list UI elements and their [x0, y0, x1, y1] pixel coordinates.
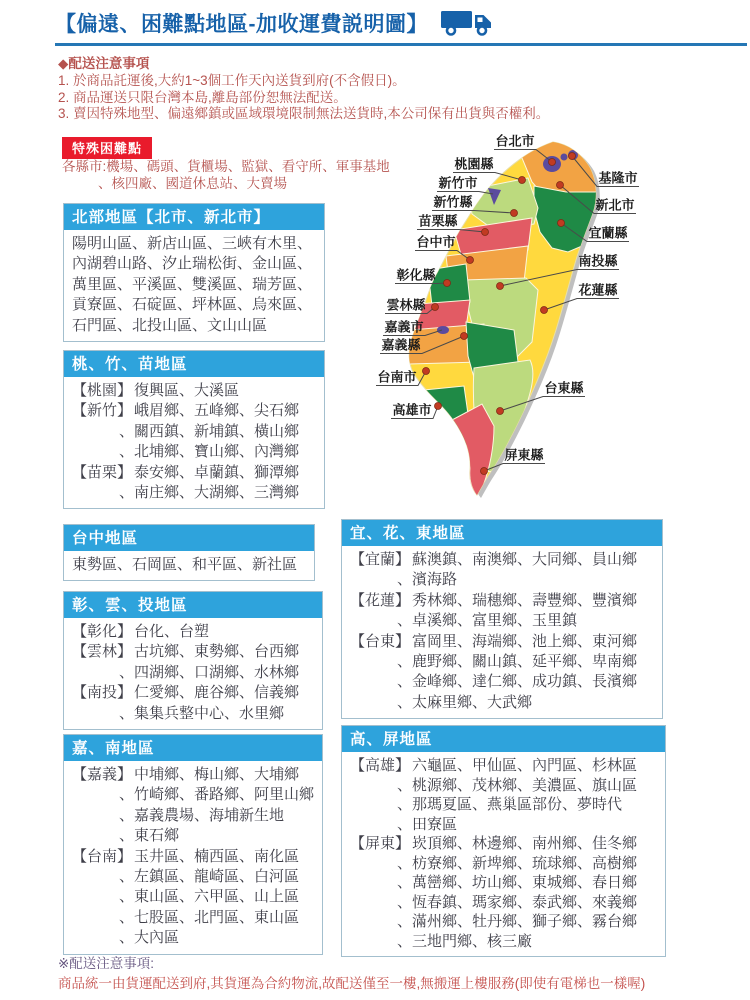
- map-marker-dot: [444, 280, 451, 287]
- region-box-taichung: [63, 524, 315, 581]
- taiwan-map: [368, 128, 745, 515]
- region-box-gaoping: [341, 725, 666, 957]
- region-line: 、田寮區: [397, 815, 458, 833]
- region-line: 、那瑪夏區、燕巢區部份、夢時代: [397, 796, 623, 813]
- map-label: 宜蘭縣: [588, 225, 628, 241]
- region-line: 、左鎮區、龍崎區、白河區: [119, 867, 300, 885]
- county-prefix: 【新竹】: [72, 402, 133, 420]
- county-entry: [350, 632, 654, 714]
- county-towns: [119, 765, 315, 847]
- county-towns: [397, 591, 654, 632]
- map-label: 嘉義縣: [381, 337, 421, 353]
- delivery-note-item: 2. 商品運送只限台灣本島,離島部份恕無法配送。: [58, 89, 347, 105]
- map-leader-line: [395, 283, 447, 284]
- region-line: 仁愛鄉、鹿谷鄉、信義鄉: [134, 684, 300, 702]
- footer-heading: ※配送注意事項:: [58, 956, 155, 971]
- map-marker-dot: [423, 368, 430, 375]
- region-line: 、竹崎鄉、番路鄉、阿里山鄉: [119, 786, 315, 804]
- delivery-note-item: 1. 於商品託運後,大約1~3個工作天內送貨到府(不含假日)。: [58, 72, 406, 88]
- map-marker-dot: [569, 153, 576, 160]
- region-box-header: 桃、竹、苗地區: [64, 351, 324, 377]
- county-prefix: 【南投】: [72, 684, 133, 702]
- map-marker-dot: [461, 333, 468, 340]
- region-line: 、東石鄉: [119, 827, 180, 845]
- region-line: 泰安鄉、卓蘭鎮、獅潭鄉: [134, 463, 300, 481]
- map-label: 台東縣: [544, 380, 584, 396]
- county-prefix: 【嘉義】: [72, 766, 133, 783]
- county-towns: [134, 381, 316, 401]
- map-label: 台中市: [416, 234, 456, 250]
- region-line: 蘇澳鎮、南澳鄉、大同鄉、員山鄉: [412, 551, 638, 568]
- region-box-header: 台中地區: [64, 525, 314, 551]
- region-line: 古坑鄉、東勢鄉、台西鄉: [134, 643, 300, 661]
- map-label: 基隆市: [598, 170, 638, 186]
- region-line: 、東山區、六甲區、山上區: [119, 888, 300, 906]
- county-towns: [134, 622, 314, 642]
- region-line: 、濱海路: [397, 571, 458, 589]
- map-marker-dot: [481, 468, 488, 475]
- map-marker-dot: [497, 408, 504, 415]
- delivery-notes: [58, 56, 549, 123]
- county-prefix: 【屏東】: [350, 835, 411, 852]
- map-marker-dot: [435, 403, 442, 410]
- map-label: 台北市: [495, 133, 535, 149]
- region-line: 、萬巒鄉、坊山鄉、東城鄉、春日鄉: [397, 874, 638, 891]
- region-line: 、四湖鄉、口湖鄉、水林鄉: [119, 663, 300, 681]
- region-line: 中埔鄉、梅山鄉、大埔鄉: [134, 766, 300, 783]
- region-box-header: 嘉、南地區: [64, 735, 322, 761]
- map-marker-dot: [497, 283, 504, 290]
- truck-icon: [440, 8, 498, 38]
- delivery-notes-heading: ◆配送注意事項: [58, 56, 150, 71]
- county-prefix: 【高雄】: [350, 757, 411, 774]
- county-prefix: 【台東】: [350, 632, 411, 650]
- region-box-body: [64, 618, 322, 729]
- county-entry: [72, 847, 314, 949]
- map-marker-dot: [557, 182, 564, 189]
- map-marker-dot: [519, 177, 526, 184]
- region-line: 秀林鄉、瑞穗鄉、壽豐鄉、豐濱鄉: [412, 591, 638, 609]
- map-marker-dot: [467, 257, 474, 264]
- region-line: 、恆春鎮、瑪家鄉、泰武鄉、來義鄉: [397, 893, 638, 911]
- county-entry: [350, 550, 654, 591]
- region-line: 、金峰鄉、達仁鄉、成功鎮、長濱鄉: [397, 673, 638, 691]
- county-prefix: 【雲林】: [72, 643, 133, 661]
- county-towns: [397, 834, 657, 951]
- region-line: 貢寮區、石碇區、坪林區、烏來區、: [72, 296, 313, 314]
- city-taipei-blob: [561, 154, 568, 161]
- county-prefix: 【彰化】: [72, 623, 133, 640]
- map-marker-dot: [541, 307, 548, 314]
- region-line: 、北埔鄉、寶山鄉、內灣鄉: [119, 443, 300, 461]
- county-towns: [397, 756, 657, 834]
- county-entry: [350, 756, 657, 834]
- region-line: 復興區、大溪區: [134, 382, 240, 399]
- region-line: 、集集兵整中心、水里鄉: [119, 704, 285, 722]
- region-box-header: 北部地區【北市、新北市】: [64, 204, 324, 230]
- region-box-north: [63, 203, 325, 342]
- county-entry: [72, 622, 314, 642]
- county-entry: [72, 642, 314, 683]
- county-towns: [119, 463, 316, 504]
- footer-text: 商品統一由貨運配送到府,其貨運為合約物流,故配送僅至一樓,無搬運上樓服務(即使有電梯也一樣喔): [58, 976, 646, 991]
- region-line: 、枋寮鄉、新埤鄉、琉球鄉、高樹鄉: [397, 854, 638, 872]
- county-towns: [119, 683, 314, 724]
- region-line: 陽明山區、新店山區、三峽有木里、: [72, 235, 313, 252]
- region-line: 玉井區、楠西區、南化區: [134, 847, 300, 865]
- map-label: 南投縣: [578, 253, 618, 269]
- county-towns: [119, 642, 314, 683]
- region-box-body: [342, 752, 665, 956]
- county-entry: [72, 683, 314, 724]
- map-label: 高雄市: [392, 402, 432, 418]
- region-box-jianan: [63, 734, 323, 955]
- map-marker-dot: [549, 159, 556, 166]
- region-box-body: [64, 551, 314, 580]
- map-label: 新竹縣: [433, 194, 473, 210]
- region-line: 崁頂鄉、林邊鄉、南州鄉、佳冬鄉: [412, 835, 638, 852]
- region-line: 、鹿野鄉、關山鎮、延平鄉、卑南鄉: [397, 652, 638, 670]
- special-points-lines: [62, 158, 390, 192]
- region-line: 、桃源鄉、茂林鄉、美濃區、旗山區: [397, 776, 638, 794]
- county-towns: [397, 550, 654, 591]
- region-line: 、太麻里鄉、大武鄉: [397, 693, 533, 711]
- special-points-line: 、核四廠、國道休息站、大賣場: [98, 176, 287, 191]
- region-line: 富岡里、海端鄉、池上鄉、東河鄉: [412, 632, 638, 650]
- region-line: 台化、台塑: [134, 623, 210, 640]
- region-box-body: [64, 230, 324, 341]
- region-box-body: [64, 761, 322, 954]
- map-label: 台南市: [377, 369, 417, 385]
- region-line: 峨眉鄉、五峰鄉、尖石鄉: [134, 402, 300, 420]
- county-prefix: 【宜蘭】: [350, 551, 411, 568]
- map-label: 屏東縣: [504, 447, 544, 463]
- region-box-yihuadong: [341, 519, 663, 719]
- county-prefix: 【苗栗】: [72, 463, 133, 481]
- map-marker-dot: [511, 210, 518, 217]
- delivery-note-item: 3. 賣因特殊地型、偏遠鄉鎮或區域環境限制無法送貨時,本公司保有出貨與否權利。: [58, 106, 550, 122]
- region-box-body: [64, 377, 324, 508]
- region-line: 、關西鎮、新埔鎮、橫山鄉: [119, 422, 300, 440]
- county-prefix: 【桃園】: [72, 382, 133, 399]
- title-bar: [55, 8, 747, 46]
- region-line: 萬里區、平溪區、雙溪區、瑞芳區、: [72, 275, 313, 293]
- region-box-body: [342, 546, 662, 718]
- map-label: 雲林縣: [386, 297, 426, 313]
- county-prefix: 【花蓮】: [350, 591, 411, 609]
- region-line: 六龜區、甲仙區、內門區、杉林區: [412, 757, 638, 774]
- special-points-line: 各縣市:機場、碼頭、貨櫃場、監獄、看守所、軍事基地: [62, 159, 390, 174]
- map-label: 桃園縣: [454, 156, 494, 172]
- region-box-header: 彰、雲、投地區: [64, 592, 322, 618]
- map-marker-dot: [482, 229, 489, 236]
- map-marker-dot: [432, 304, 439, 311]
- county-entry: [72, 765, 314, 847]
- footer-notes: [58, 954, 645, 994]
- region-line: 、卓溪鄉、富里鄉、玉里鎮: [397, 612, 578, 630]
- region-line: 、大內區: [119, 929, 180, 947]
- county-entry: [72, 463, 316, 504]
- region-line: 石門區、北投山區、文山山區: [72, 316, 268, 334]
- region-line: 內湖碧山路、汐止瑞松街、金山區、: [72, 255, 313, 273]
- map-label: 新竹市: [438, 175, 478, 191]
- region-box-header: 高、屏地區: [342, 726, 665, 752]
- region-line: 東勢區、石岡區、和平區、新社區: [72, 556, 298, 573]
- county-entry: [72, 381, 316, 401]
- region-line: 、七股區、北門區、東山區: [119, 908, 300, 926]
- city-chiayi: [437, 326, 449, 334]
- county-entry: [350, 834, 657, 951]
- county-towns: [397, 632, 654, 714]
- map-label: 新北市: [595, 197, 635, 213]
- county-entry: [72, 401, 316, 462]
- map-label: 彰化縣: [396, 267, 436, 283]
- region-box-zhangyuntou: [63, 591, 323, 730]
- region-box-header: 宜、花、東地區: [342, 520, 662, 546]
- county-towns: [119, 401, 316, 462]
- county-prefix: 【台南】: [72, 847, 133, 865]
- region-line: 、嘉義農場、海埔新生地: [119, 806, 285, 824]
- region-line: 、滿州鄉、牡丹鄉、獅子鄉、霧台鄉: [397, 913, 638, 930]
- region-line: 、三地門鄉、核三廠: [397, 932, 533, 950]
- map-marker-dot: [558, 220, 565, 227]
- map-label: 嘉義市: [384, 319, 424, 335]
- county-entry: [350, 591, 654, 632]
- region-line: 、南庄鄉、大湖鄉、三灣鄉: [119, 483, 300, 501]
- page-title: 【偏遠、困難點地區-加收運費説明圖】: [55, 13, 428, 36]
- special-points-badge: 特殊困難點: [62, 137, 152, 159]
- county-towns: [119, 847, 314, 949]
- delivery-notes-list: [58, 73, 549, 123]
- map-label: 苗栗縣: [418, 213, 458, 229]
- map-label: 花蓮縣: [578, 282, 618, 298]
- region-box-taozhumiao: [63, 350, 325, 509]
